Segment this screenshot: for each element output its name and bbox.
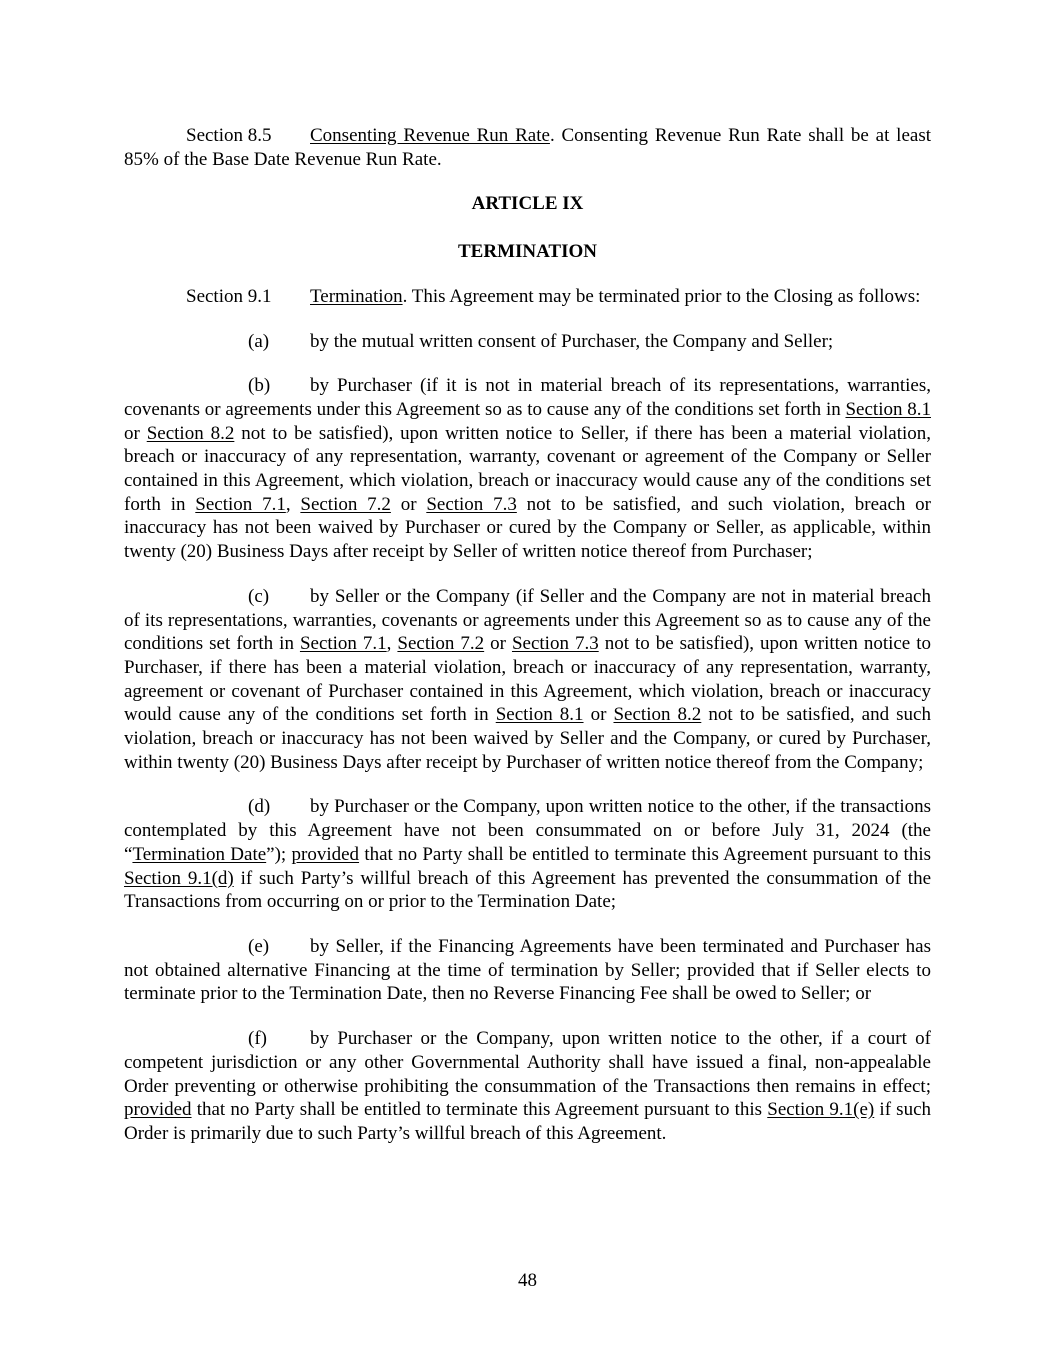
cross-reference: Section 9.1(e) (767, 1099, 875, 1121)
clause-text: , (386, 633, 398, 655)
clause-text: if such Order is primarily due to such Party’s willful breach of this Agreement. (124, 1099, 932, 1144)
cross-reference: Section 8.1 (845, 398, 931, 420)
clause-a (124, 330, 931, 354)
clause-text: by Seller or the Company (if Seller and the Company are not in material breach of its representations, warranties, covenants or agreements under this Agreement so as to cause any of the conditions set forth in (124, 585, 931, 655)
section-number: Section 8.5 (186, 125, 272, 146)
clause-label: (d) (248, 796, 271, 818)
clause-text: or (390, 493, 427, 515)
clause-text: ”); (266, 843, 292, 865)
clause-text: not to be satisfied, and such violation, breach or inaccuracy has not been waived by Purchaser or cured by the Company or Seller, as applicable, within twenty (20) Business Days after receipt by Seller of written notice thereof from Purchaser; (124, 493, 931, 563)
clause-text: not to be satisfied, and such violation, breach or inaccuracy has not been waived by Seller and the Company, or cured by Purchaser, within twenty (20) Business Days after receipt by Purchaser of written notice thereof from the Company; (124, 704, 931, 773)
cross-reference: Section 8.2 (146, 422, 235, 444)
proviso-term: provided (124, 1099, 192, 1121)
clause-e (124, 935, 931, 1006)
clause-text: by the mutual written consent of Purchaser, the Company and Seller; (310, 330, 834, 352)
clause-text: , (285, 493, 301, 515)
cross-reference: Section 9.1(d) (124, 867, 234, 889)
cross-reference: Section 7.2 (397, 633, 485, 655)
section-9-1 (124, 285, 931, 309)
cross-reference: Section 7.2 (300, 493, 391, 515)
clause-text: by Purchaser (if it is not in material breach of its representations, warranties, covenants or agreements under this Agreement so as to cause any of the conditions set forth in (124, 375, 931, 420)
section-title: Consenting Revenue Run Rate (310, 125, 550, 146)
defined-term: Termination Date (132, 843, 267, 865)
cross-reference: Section 8.2 (613, 704, 702, 726)
clause-text: that no Party shall be entitled to terminate this Agreement pursuant to this (359, 843, 931, 865)
clause-label: (b) (248, 375, 271, 397)
clause-label: (f) (248, 1028, 267, 1050)
clause-text: that no Party shall be entitled to terminate this Agreement pursuant to this (191, 1099, 768, 1121)
clause-text: or (484, 633, 512, 655)
cross-reference: Section 7.1 (299, 633, 387, 655)
section-text: . Consenting Revenue Run Rate shall be at least 85% of the Base Date Revenue Run Rate. (124, 125, 931, 170)
clause-text: or (124, 422, 147, 444)
article-title: TERMINATION (458, 241, 597, 263)
page-number: 48 (518, 1270, 537, 1291)
section-text: . This Agreement may be terminated prior to the Closing as follows: (402, 285, 921, 307)
section-number: Section 9.1 (186, 285, 272, 307)
cross-reference: Section 8.1 (495, 704, 584, 726)
article-heading: ARTICLE IX (471, 193, 584, 215)
clause-text: by Seller, if the Financing Agreements have been terminated and Purchaser has not obtained alternative Financing at the time of termination by Seller; provided that if Seller elects to terminate prior to the Termination Date, then no Reverse Financing Fee shall be owed to Seller; or (124, 935, 931, 1005)
cross-reference: Section 7.1 (195, 493, 286, 515)
section-title: Termination (310, 285, 403, 307)
section-8-5 (124, 124, 931, 171)
clause-text: not to be satisfied), upon written notice to Purchaser, if there has been a material violation, breach or inaccuracy of any representation, warranty, agreement or covenant of Purchaser contained in this Agreement, which violation, breach or inaccuracy would cause any of the conditions set forth in (124, 633, 932, 726)
clause-c (124, 585, 931, 775)
clause-label: (a) (248, 330, 270, 352)
cross-reference: Section 7.3 (426, 493, 517, 515)
clause-text: or (583, 704, 614, 726)
document-page (124, 124, 931, 1146)
clause-d (124, 795, 931, 914)
cross-reference: Section 7.3 (511, 633, 599, 655)
clause-text: by Purchaser or the Company, upon written notice to the other, if the transactions contemplated by this Agreement have not been consummated on or before July 31, 2024 (the “ (124, 796, 931, 865)
clause-text: if such Party’s willful breach of this Agreement has prevented the consummation of the Transactions from occurring on or prior to the Termination Date; (124, 867, 932, 913)
clause-f (124, 1027, 931, 1146)
proviso-term: provided (291, 843, 360, 865)
clause-label: (e) (248, 935, 270, 957)
clause-text: not to be satisfied), upon written notice to Seller, if there has been a material violation, breach or inaccuracy of any representation, warranty, covenant or agreement of the Company or Seller contained in this Agreement, which violation, breach or inaccuracy would cause any of the conditions set forth in (124, 422, 931, 515)
clause-b (124, 374, 931, 564)
clause-text: by Purchaser or the Company, upon written notice to the other, if a court of competent jurisdiction or any other Governmental Authority shall have issued a final, non-appealable Order preventing or otherwise prohibiting the consummation of the Transactions then remains in effect; (124, 1028, 931, 1097)
clause-label: (c) (248, 585, 270, 607)
